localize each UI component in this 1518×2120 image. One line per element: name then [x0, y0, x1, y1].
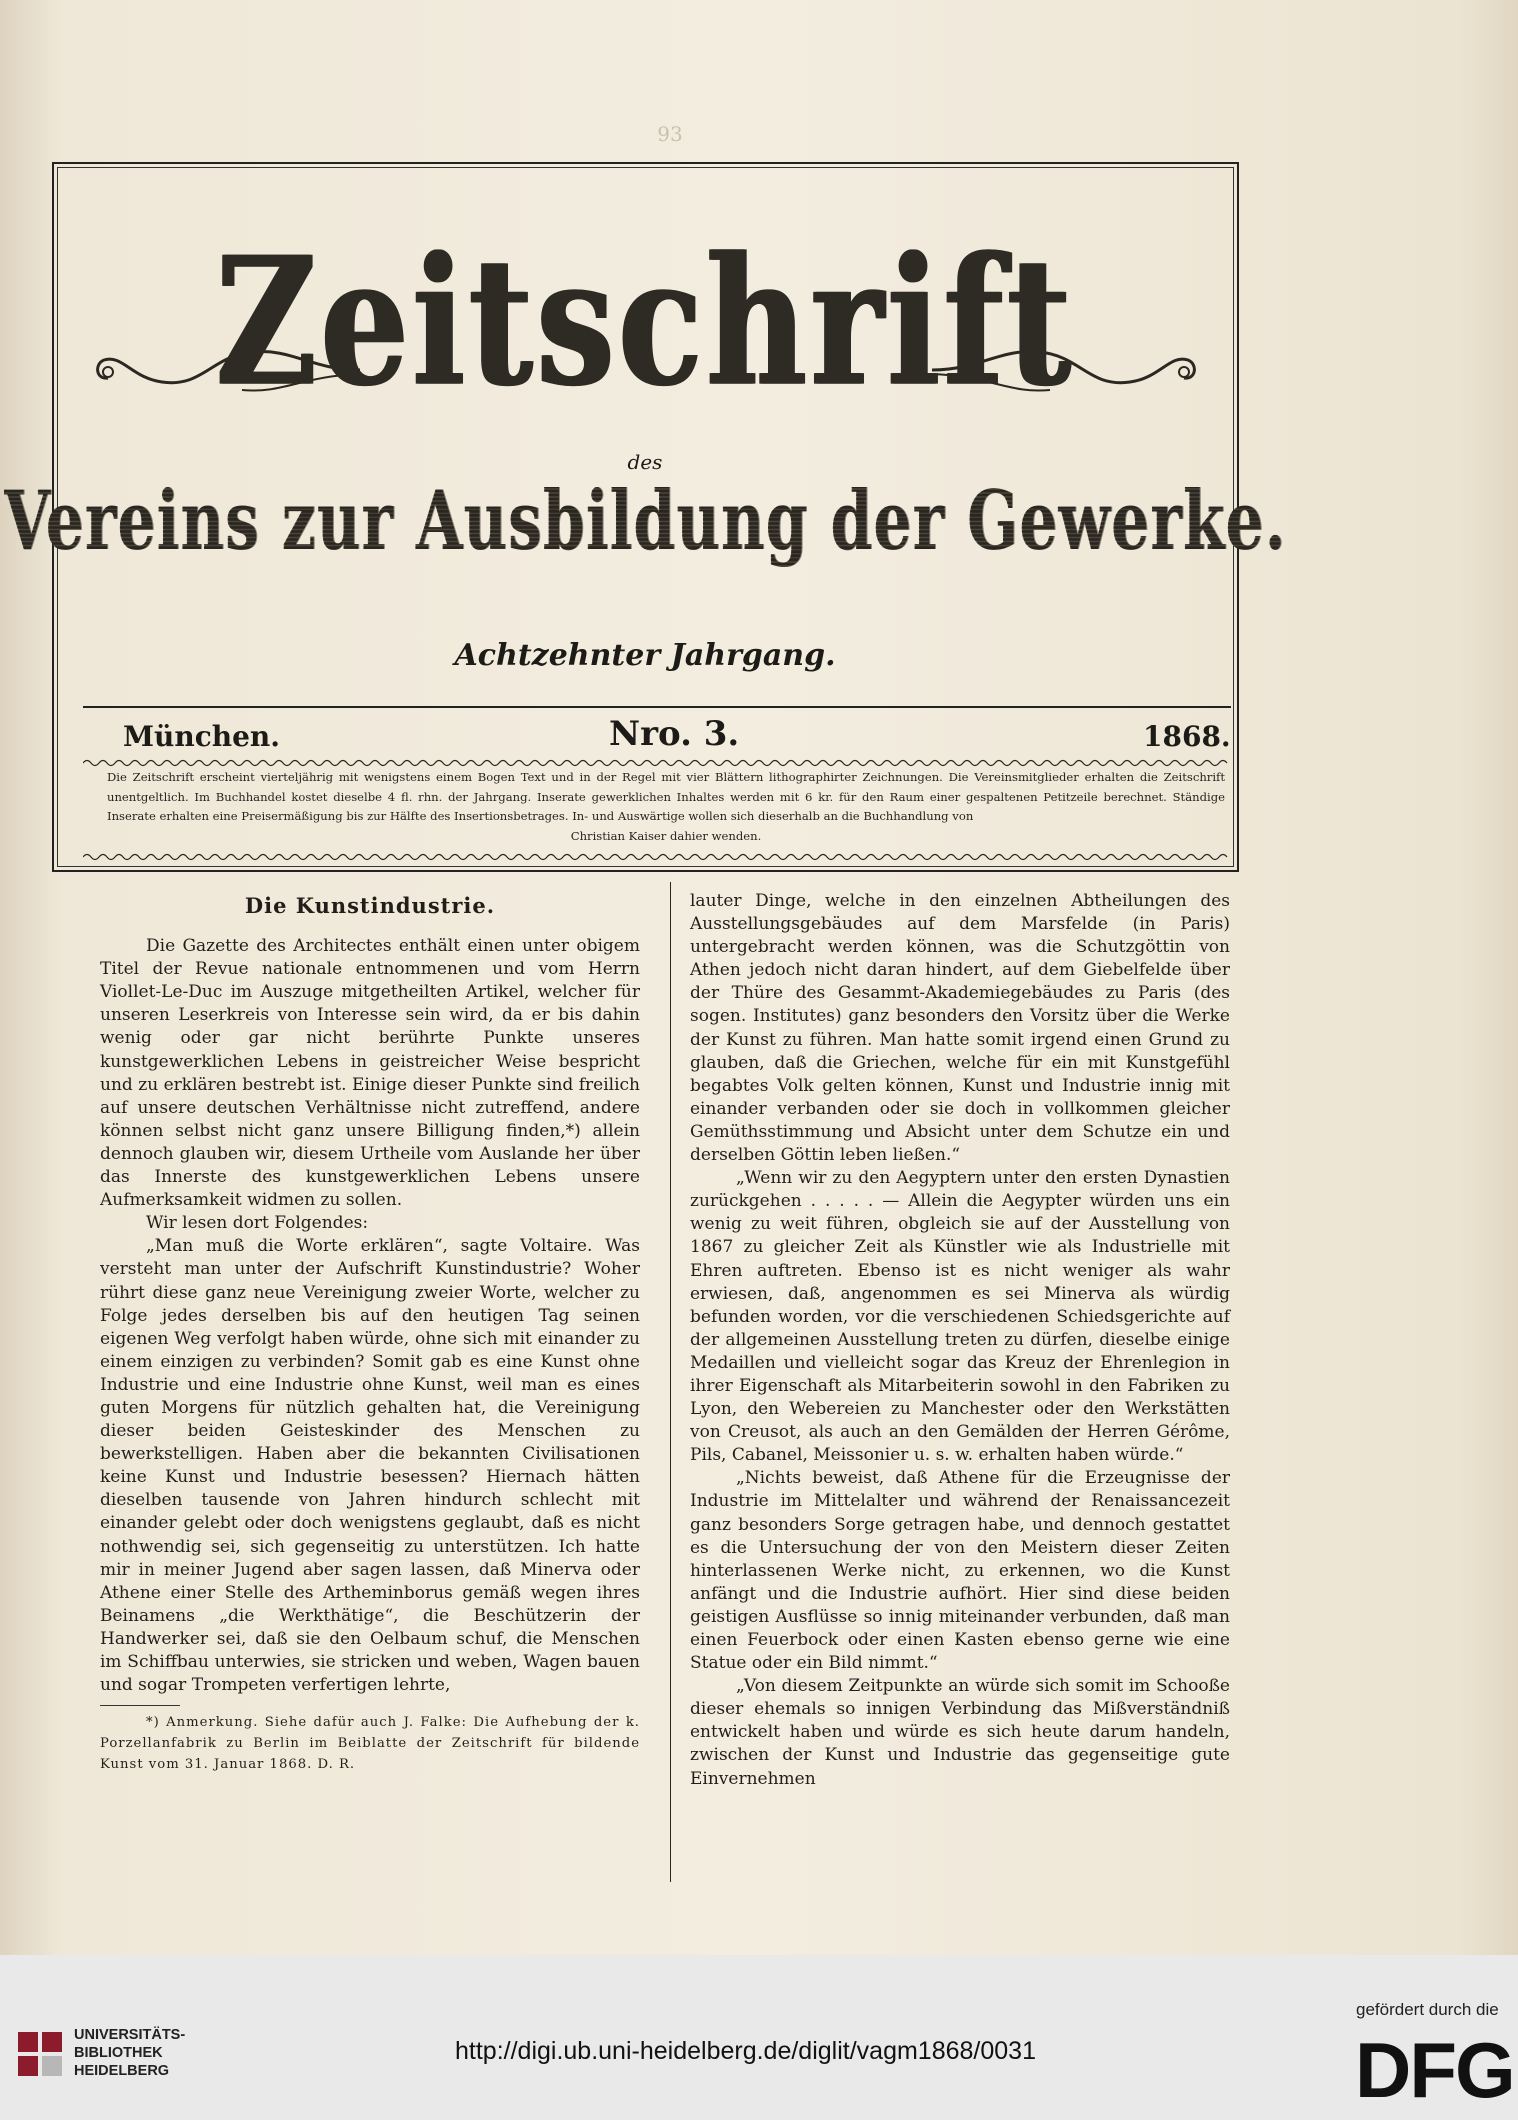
article-column-right	[690, 890, 1230, 1791]
volume-label: Achtzehnter Jahrgang.	[454, 638, 836, 673]
column-separator	[670, 882, 671, 1882]
journal-subtitle: Vereins zur Ausbildung der Gewerke.	[3, 474, 1287, 570]
library-line: HEIDELBERG	[74, 2063, 170, 2079]
page-number: 93	[657, 122, 683, 146]
masthead-rule-top	[83, 706, 1231, 708]
article-paragraph: „Wenn wir zu den Aegyptern unter den ersten Dynastien zurückgehen . . . . . — Allein die Aegypter würden uns ein wenig zu weit führen, obgleich sie auf der Ausstellung von 1867 zu gleicher Zeit als Künstler wie als Industrielle mit Ehren auftreten. Ebenso ist es nicht weniger als wahr erwiesen, daß, angenommen es sei Minerva als würdig befunden worden, vor die verschiedenen Schiedsgerichte auf der allgemeinen Ausstellung treten zu dürfen, dieselbe einige Medaillen und vielleicht sogar das Kreuz der Ehrenlegion in ihrer Eigenschaft als Mitarbeiterin sowohl in den Fabriken zu Lyon, den Webereien zu Manchester oder den Werkstätten von Creusot, als auch an den Gemälden der Herren Gérôme, Pils, Cabanel, Meissonier u. s. w. erhalten haben würde.“	[690, 1168, 1230, 1466]
article-paragraph: lauter Dinge, welche in den einzelnen Abtheilungen des Ausstellungsgebäudes auf dem Marsfelde (in Paris) untergebracht werden können, was die Schutzgöttin von Athen jedoch nicht daran hindert, auf dem Giebelfelde über der Thüre des Gesammt-Akademiegebäudes zu Paris (des sogen. Institutes) ganz besonders den Vorsitz über die Werke der Kunst zu führen. Man hatte somit irgend einen Grund zu glauben, daß die Griechen, welche für ein mit Kunstgefühl begabtes Volk gelten können, Kunst und Industrie innig mit einander verbanden oder sie doch in vollkommen gleicher Gemüthsstimmung und Absicht unter dem Schutze ein und derselben Göttin leben ließen.“	[690, 891, 1230, 1166]
article-paragraph: Wir lesen dort Folgendes:	[146, 1213, 369, 1234]
permalink-url[interactable]: http://digi.ub.uni-heidelberg.de/diglit/vagm1868/0031	[455, 2037, 1036, 2065]
notice-text: Die Zeitschrift erscheint vierteljährig mit wenigstens einem Bogen Text und in der Regel mit vier Blättern lithographirter Zeichnungen. Die Vereinsmitglieder erhalten die Zeitschrift unentgeltlich. Im Buchhandel kostet dieselbe 4 fl. rhn. der Jahrgang. Inserate gewerklichen Inhaltes werden mit 6 kr. für den Raum einer gespaltenen Petitzeile berechnet. Ständige Inserate erhalten eine Preisermäßigung bis zur Hälfte des Insertionsbetrages. In- und Auswärtige wollen sich dieserhalb an die Buchhandlung von	[107, 770, 1225, 824]
dfg-logo[interactable]: DFG	[1355, 2026, 1514, 2114]
notice-text-end: Christian Kaiser dahier wenden.	[570, 828, 762, 843]
library-line: UNIVERSITÄTS-	[74, 2027, 186, 2043]
subscription-notice	[107, 768, 1225, 846]
notice-wavy-rule	[83, 852, 1231, 862]
footnote-rule	[100, 1705, 180, 1706]
masthead-wavy-rule	[83, 758, 1231, 768]
funded-by-caption: gefördert durch die	[1356, 2000, 1499, 2019]
article-paragraph: „Nichts beweist, daß Athene für die Erzeugnisse der Industrie im Mittelalter und während der Renaissancezeit ganz besonders Sorge getragen habe, und dennoch gestattet es die Untersuchung der von den Meistern dieser Zeiten hinterlassenen Werke nicht, zu erkennen, wo die Kunst anfängt und die Industrie aufhört. Hier sind diese beiden geistigen Ausflüsse so innig miteinander verbunden, daß man einen Feuerbock oder einen Kasten ebenso gerne wie eine Statue oder ein Bild nimmt.“	[690, 1468, 1230, 1674]
masthead-city: München.	[123, 720, 281, 753]
masthead-year: 1868.	[1143, 720, 1231, 753]
library-line: BIBLIOTHEK	[74, 2045, 163, 2061]
article-paragraph: „Von diesem Zeitpunkte an würde sich somit im Schooße dieser ehemals so innigen Verbindung das Mißverständniß entwickelt haben und würde es sich heute darum handeln, zwischen der Kunst und Industrie das gegenseitige gute Einvernehmen	[690, 1676, 1230, 1789]
journal-title: Zeitschrift	[215, 217, 1075, 426]
title-connector: des	[627, 450, 663, 474]
university-library-name[interactable]	[74, 2026, 185, 2080]
article-paragraph: „Man muß die Worte erklären“, sagte Voltaire. Was versteht man unter der Aufschrift Kunstindustrie? Woher rührt diese ganz neue Vereinigung zweier Worte, welcher zu Folge jedes derselben bis auf den heutigen Tag seinen eigenen Weg verfolgt haben würde, ohne sich mit einander zu einem einzigen zu verbinden? Somit gab es eine Kunst ohne Industrie und eine Industrie ohne Kunst, weil man es eines guten Morgens für nützlich gehalten hat, die Vereinigung dieser beiden Geisteskinder des Menschen zu bewerkstelligen. Haben aber die bekannten Civilisationen keine Kunst und Industrie besessen? Hiernach hätten dieselben tausende von Jahren hindurch schlecht mit einander gelebt oder doch wenigstens geglaubt, daß es nicht nothwendig sei, sich gegenseitig zu unterstützen. Ich hatte mir in meiner Jugend aber sagen lassen, daß Minerva oder Athene einer Stelle des Artheminborus gemäß wegen ihres Beinamens „die Werkthätige“, die Beschützerin der Handwerker sei, daß sie den Oelbaum schuf, die Menschen im Schiffbau unterwies, sie stricken und weben, Wagen bauen und sogar Trompeten verfertigen lehrte,	[100, 1236, 640, 1696]
article-paragraph: Die Gazette des Architectes enthält einen unter obigem Titel der Revue nationale entnommenen und vom Herrn Viollet-Le-Duc im Auszuge mitgetheilten Artikel, welcher für unseren Leserkreis von Interesse sein wird, da er bis dahin wenig oder gar nicht berührte Punkte unseres kunstgewerklichen Lebens in geistreicher Weise bespricht und zu erklären bestrebt ist. Einige dieser Punkte sind freilich auf unsere deutschen Verhältnisse nicht zutreffend, andere können selbst nicht ganz unsere Billigung finden,*) allein dennoch glauben wir, diesem Urtheile vom Auslande her über das Innerste des kunstgewerklichen Lebens unsere Aufmerksamkeit widmen zu sollen.	[100, 936, 640, 1211]
footnote: *) Anmerkung. Siehe dafür auch J. Falke: Die Aufhebung der k. Porzellanfabrik zu Berlin im Beiblatte der Zeitschrift für bildende Kunst vom 31. Januar 1868. D. R.	[100, 1715, 640, 1773]
masthead-issue-number: Nro. 3.	[609, 714, 740, 754]
article-title: Die Kunstindustrie.	[244, 893, 496, 918]
article-column-left	[100, 884, 640, 1775]
university-library-logo-icon[interactable]	[18, 2032, 62, 2076]
